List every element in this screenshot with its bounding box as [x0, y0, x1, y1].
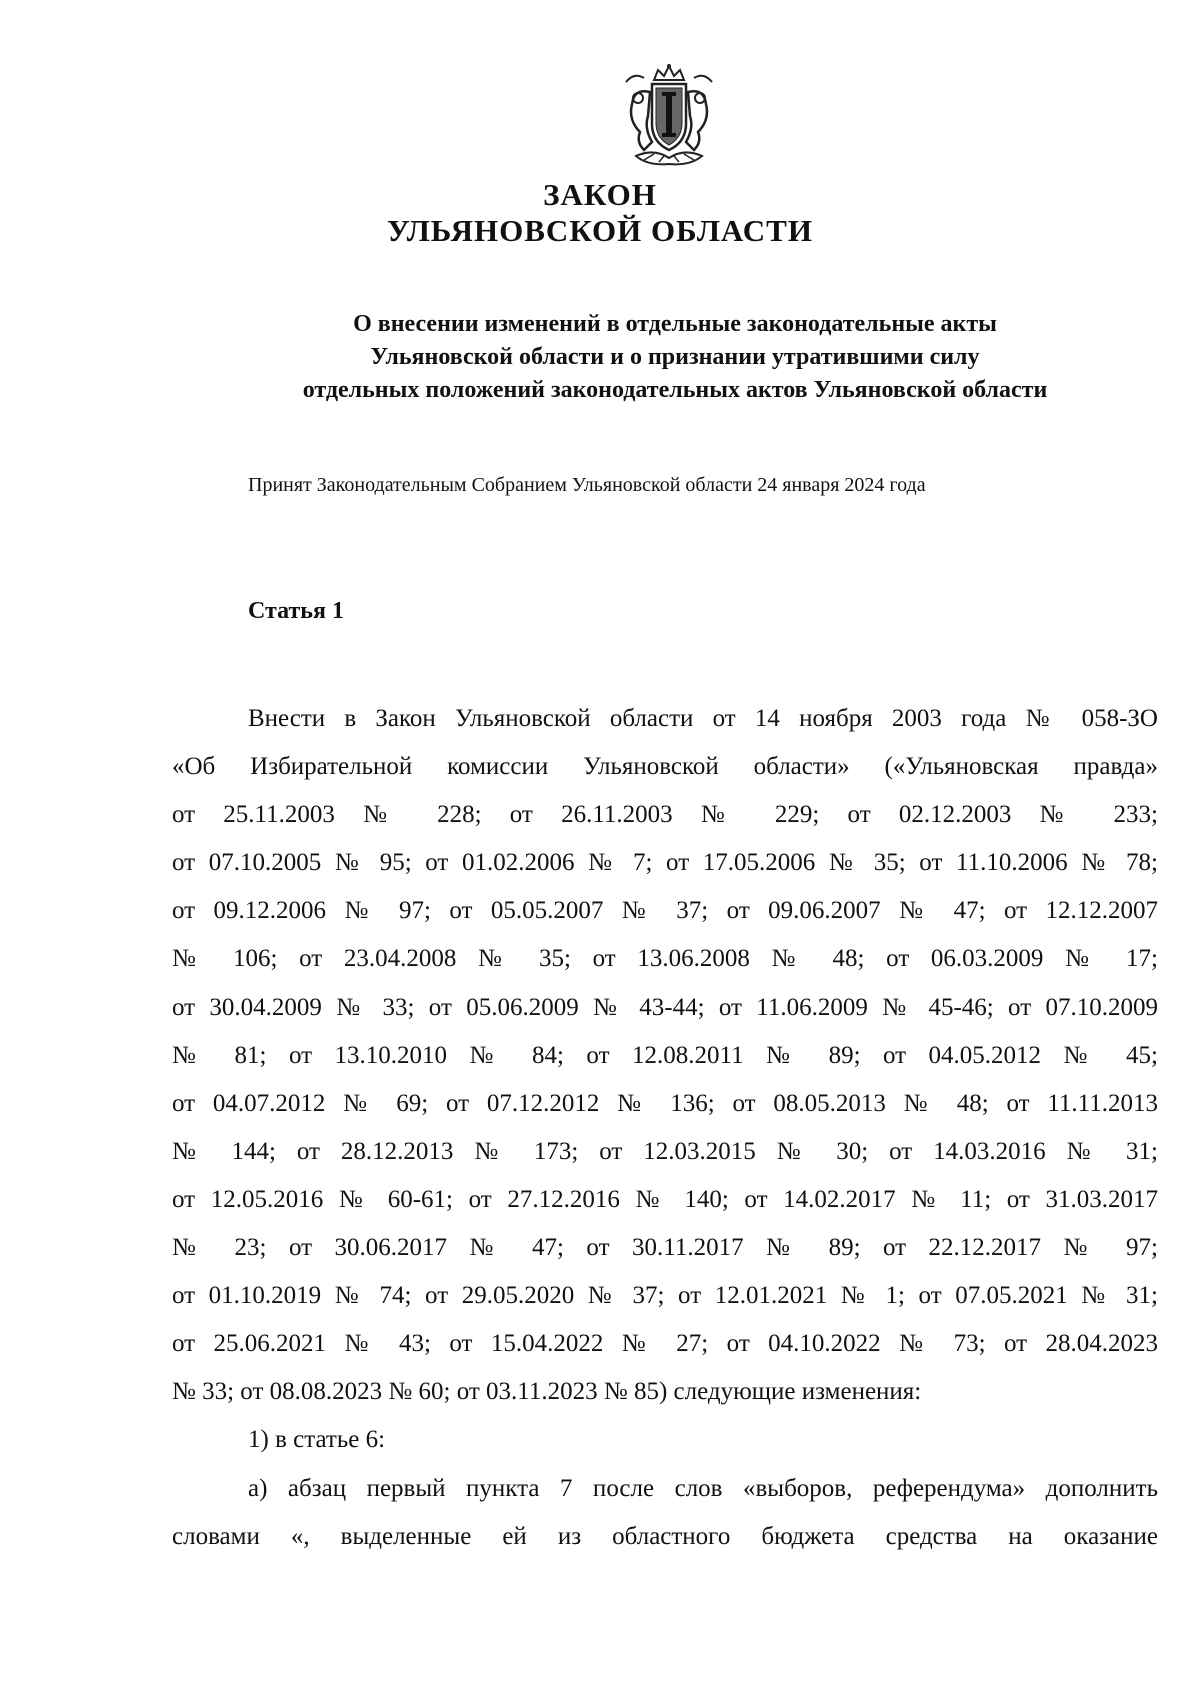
subject-line: О внесении изменений в отдельные законодательные акты: [353, 311, 997, 337]
body-line: от 12.05.2016 № 60-61; от 27.12.2016 № 140; от 14.02.2017 № 11; от 31.03.2017: [172, 1185, 1158, 1213]
body-line: от 07.10.2005 № 95; от 01.02.2006 № 7; от 17.05.2006 № 35; от 11.10.2006 № 78;: [172, 849, 1158, 877]
law-title-region: УЛЬЯНОВСКОЙ ОБЛАСТИ: [387, 213, 813, 248]
body-line: № 144; от 28.12.2013 № 173; от 12.03.2015 № 30; от 14.03.2016 № 31;: [172, 1137, 1158, 1165]
article-body: [172, 695, 1158, 1561]
body-line: Внести в Закон Ульяновской области от 14 ноября 2003 года № 058-ЗО: [248, 705, 1158, 732]
body-line: № 106; от 23.04.2008 № 35; от 13.06.2008 № 48; от 06.03.2009 № 17;: [172, 945, 1158, 973]
body-line: от 09.12.2006 № 97; от 05.05.2007 № 37; от 09.06.2007 № 47; от 12.12.2007: [172, 897, 1158, 925]
article-heading: Статья 1: [248, 598, 344, 624]
law-subject: [150, 308, 1200, 407]
body-line: № 23; от 30.06.2017 № 47; от 30.11.2017 № 89; от 22.12.2017 № 97;: [172, 1234, 1158, 1262]
body-line: № 33; от 08.08.2023 № 60; от 03.11.2023 № 85) следующие изменения:: [172, 1378, 922, 1406]
body-line: № 81; от 13.10.2010 № 84; от 12.08.2011 № 89; от 04.05.2012 № 45;: [172, 1041, 1158, 1069]
body-line: словами «, выделенные ей из областного бюджета средства на оказание: [172, 1522, 1158, 1550]
adoption-note: Принят Законодательным Собранием Ульяновской области 24 января 2024 года: [248, 474, 926, 496]
body-line: от 01.10.2019 № 74; от 29.05.2020 № 37; от 12.01.2021 № 1; от 07.05.2021 № 31;: [172, 1282, 1158, 1310]
body-line: от 30.04.2009 № 33; от 05.06.2009 № 43-44; от 11.06.2009 № 45-46; от 07.10.2009: [172, 993, 1158, 1021]
list-item: 1) в статье 6:: [248, 1426, 386, 1454]
body-line: от 25.11.2003 № 228; от 26.11.2003 № 229; от 02.12.2003 № 233;: [172, 801, 1158, 829]
subject-line: отдельных положений законодательных актов Ульяновской области: [302, 377, 1048, 403]
body-line: от 04.07.2012 № 69; от 07.12.2012 № 136; от 08.05.2013 № 48; от 11.11.2013: [172, 1089, 1158, 1117]
subject-line: Ульяновской области и о признании утратившими силу: [370, 344, 980, 370]
law-title: ЗАКОН: [543, 177, 657, 212]
body-line: от 25.06.2021 № 43; от 15.04.2022 № 27; от 04.10.2022 № 73; от 28.04.2023: [172, 1330, 1158, 1358]
body-line: «Об Избирательной комиссии Ульяновской области» («Ульяновская правда»: [172, 753, 1158, 781]
body-line: а) абзац первый пункта 7 после слов «выборов, референдума» дополнить: [248, 1474, 1158, 1502]
ulyanovsk-coat-of-arms-icon: [614, 62, 724, 172]
